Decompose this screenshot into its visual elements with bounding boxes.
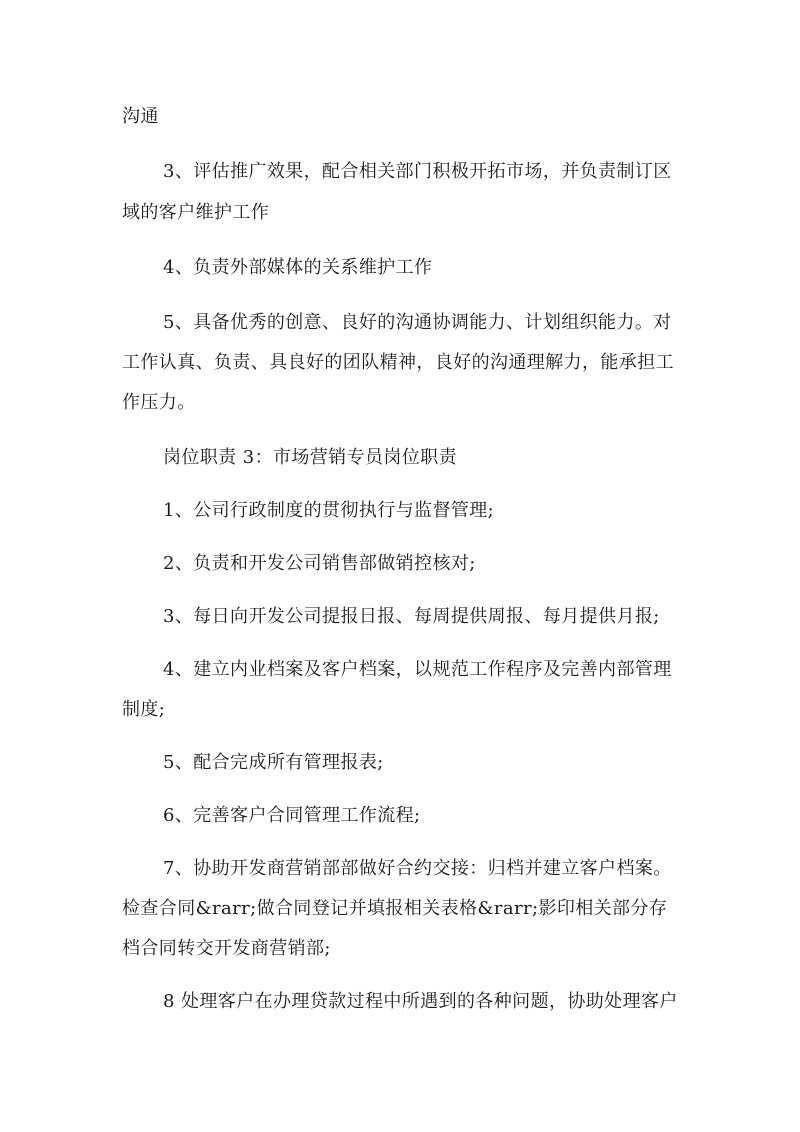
- paragraph-line: 制度;: [122, 699, 166, 720]
- paragraph-line: 2、负责和开发公司销售部做销控核对;: [163, 553, 476, 574]
- section-heading: 岗位职责 3：市场营销专员岗位职责: [163, 447, 457, 468]
- paragraph-line: 5、配合完成所有管理报表;: [163, 752, 384, 773]
- paragraph-line: 4、建立内业档案及客户档案，以规范工作程序及完善内部管理: [163, 659, 672, 680]
- paragraph-line: 工作认真、负责、具良好的团队精神，良好的沟通理解力，能承担工: [122, 352, 674, 373]
- paragraph-line: 档合同转交开发商营销部;: [122, 938, 331, 959]
- paragraph-line: 检查合同&rarr;做合同登记并填报相关表格&rarr;影印相关部分存: [122, 898, 668, 919]
- paragraph-line: 3、每日向开发公司提报日报、每周提供周报、每月提供月报;: [163, 606, 660, 627]
- paragraph-line: 6、完善客户合同管理工作流程;: [163, 805, 421, 826]
- paragraph-line: 1、公司行政制度的贯彻执行与监督管理;: [163, 500, 495, 521]
- paragraph-line: 沟通: [122, 106, 159, 127]
- paragraph-line: 3、评估推广效果，配合相关部门积极开拓市场，并负责制订区: [163, 161, 672, 182]
- paragraph-line: 8 处理客户在办理贷款过程中所遇到的各种问题，协助处理客户: [163, 991, 678, 1012]
- paragraph-line: 4、负责外部媒体的关系维护工作: [163, 257, 433, 278]
- paragraph-line: 域的客户维护工作: [122, 202, 270, 223]
- paragraph-line: 作压力。: [122, 392, 196, 413]
- paragraph-line: 7、协助开发商营销部部做好合约交接：归档并建立客户档案。: [163, 858, 672, 879]
- paragraph-line: 5、具备优秀的创意、良好的沟通协调能力、计划组织能力。对: [163, 312, 672, 333]
